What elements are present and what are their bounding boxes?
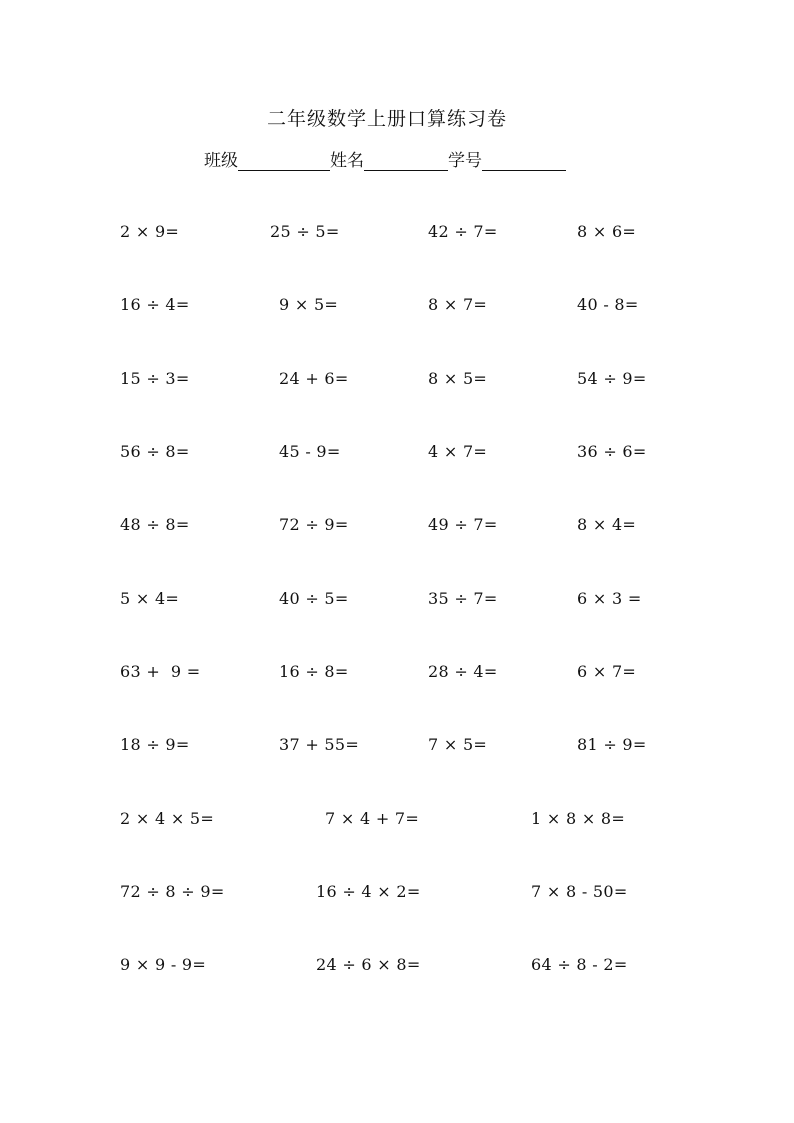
problem: 63 + 9 = (120, 662, 201, 681)
problem: 45 - 9= (279, 442, 341, 461)
problem: 9 × 5= (279, 295, 339, 314)
problem: 2 × 4 × 5= (120, 809, 215, 828)
problem: 1 × 8 × 8= (531, 809, 626, 828)
problem: 35 ÷ 7= (428, 589, 498, 608)
problem: 7 × 4 + 7= (325, 809, 420, 828)
page-title: 二年级数学上册口算练习卷 (266, 108, 507, 130)
problem: 8 × 5= (428, 369, 488, 388)
problem: 24 ÷ 6 × 8= (316, 955, 421, 974)
problem: 40 ÷ 5= (279, 589, 349, 608)
problem: 16 ÷ 4= (120, 295, 190, 314)
problem: 6 × 7= (577, 662, 637, 681)
problem: 40 - 8= (577, 295, 639, 314)
problem: 2 × 9= (120, 222, 180, 241)
problem: 42 ÷ 7= (428, 222, 498, 241)
problem: 72 ÷ 8 ÷ 9= (120, 882, 225, 901)
problem: 24 + 6= (279, 369, 349, 388)
problem: 64 ÷ 8 - 2= (531, 955, 628, 974)
problem: 9 × 9 - 9= (120, 955, 207, 974)
problem: 37 + 55= (279, 735, 360, 754)
problem: 36 ÷ 6= (577, 442, 647, 461)
problem: 48 ÷ 8= (120, 515, 190, 534)
problem: 8 × 6= (577, 222, 637, 241)
problem: 7 × 8 - 50= (531, 882, 628, 901)
problem: 25 ÷ 5= (270, 222, 340, 241)
class-label: 班级 (204, 151, 238, 171)
problem: 5 × 4= (120, 589, 180, 608)
problem: 49 ÷ 7= (428, 515, 498, 534)
number-label: 学号 (448, 151, 482, 171)
problem: 7 × 5= (428, 735, 488, 754)
problem: 54 ÷ 9= (577, 369, 647, 388)
problem: 8 × 4= (577, 515, 637, 534)
problem: 8 × 7= (428, 295, 488, 314)
problem: 56 ÷ 8= (120, 442, 190, 461)
problem: 81 ÷ 9= (577, 735, 647, 754)
problem: 18 ÷ 9= (120, 735, 190, 754)
problem: 28 ÷ 4= (428, 662, 498, 681)
problem: 16 ÷ 4 × 2= (316, 882, 421, 901)
problem: 72 ÷ 9= (279, 515, 349, 534)
problem: 15 ÷ 3= (120, 369, 190, 388)
problem: 6 × 3 = (577, 589, 642, 608)
problem: 16 ÷ 8= (279, 662, 349, 681)
problem: 4 × 7= (428, 442, 488, 461)
name-label: 姓名 (330, 151, 364, 171)
